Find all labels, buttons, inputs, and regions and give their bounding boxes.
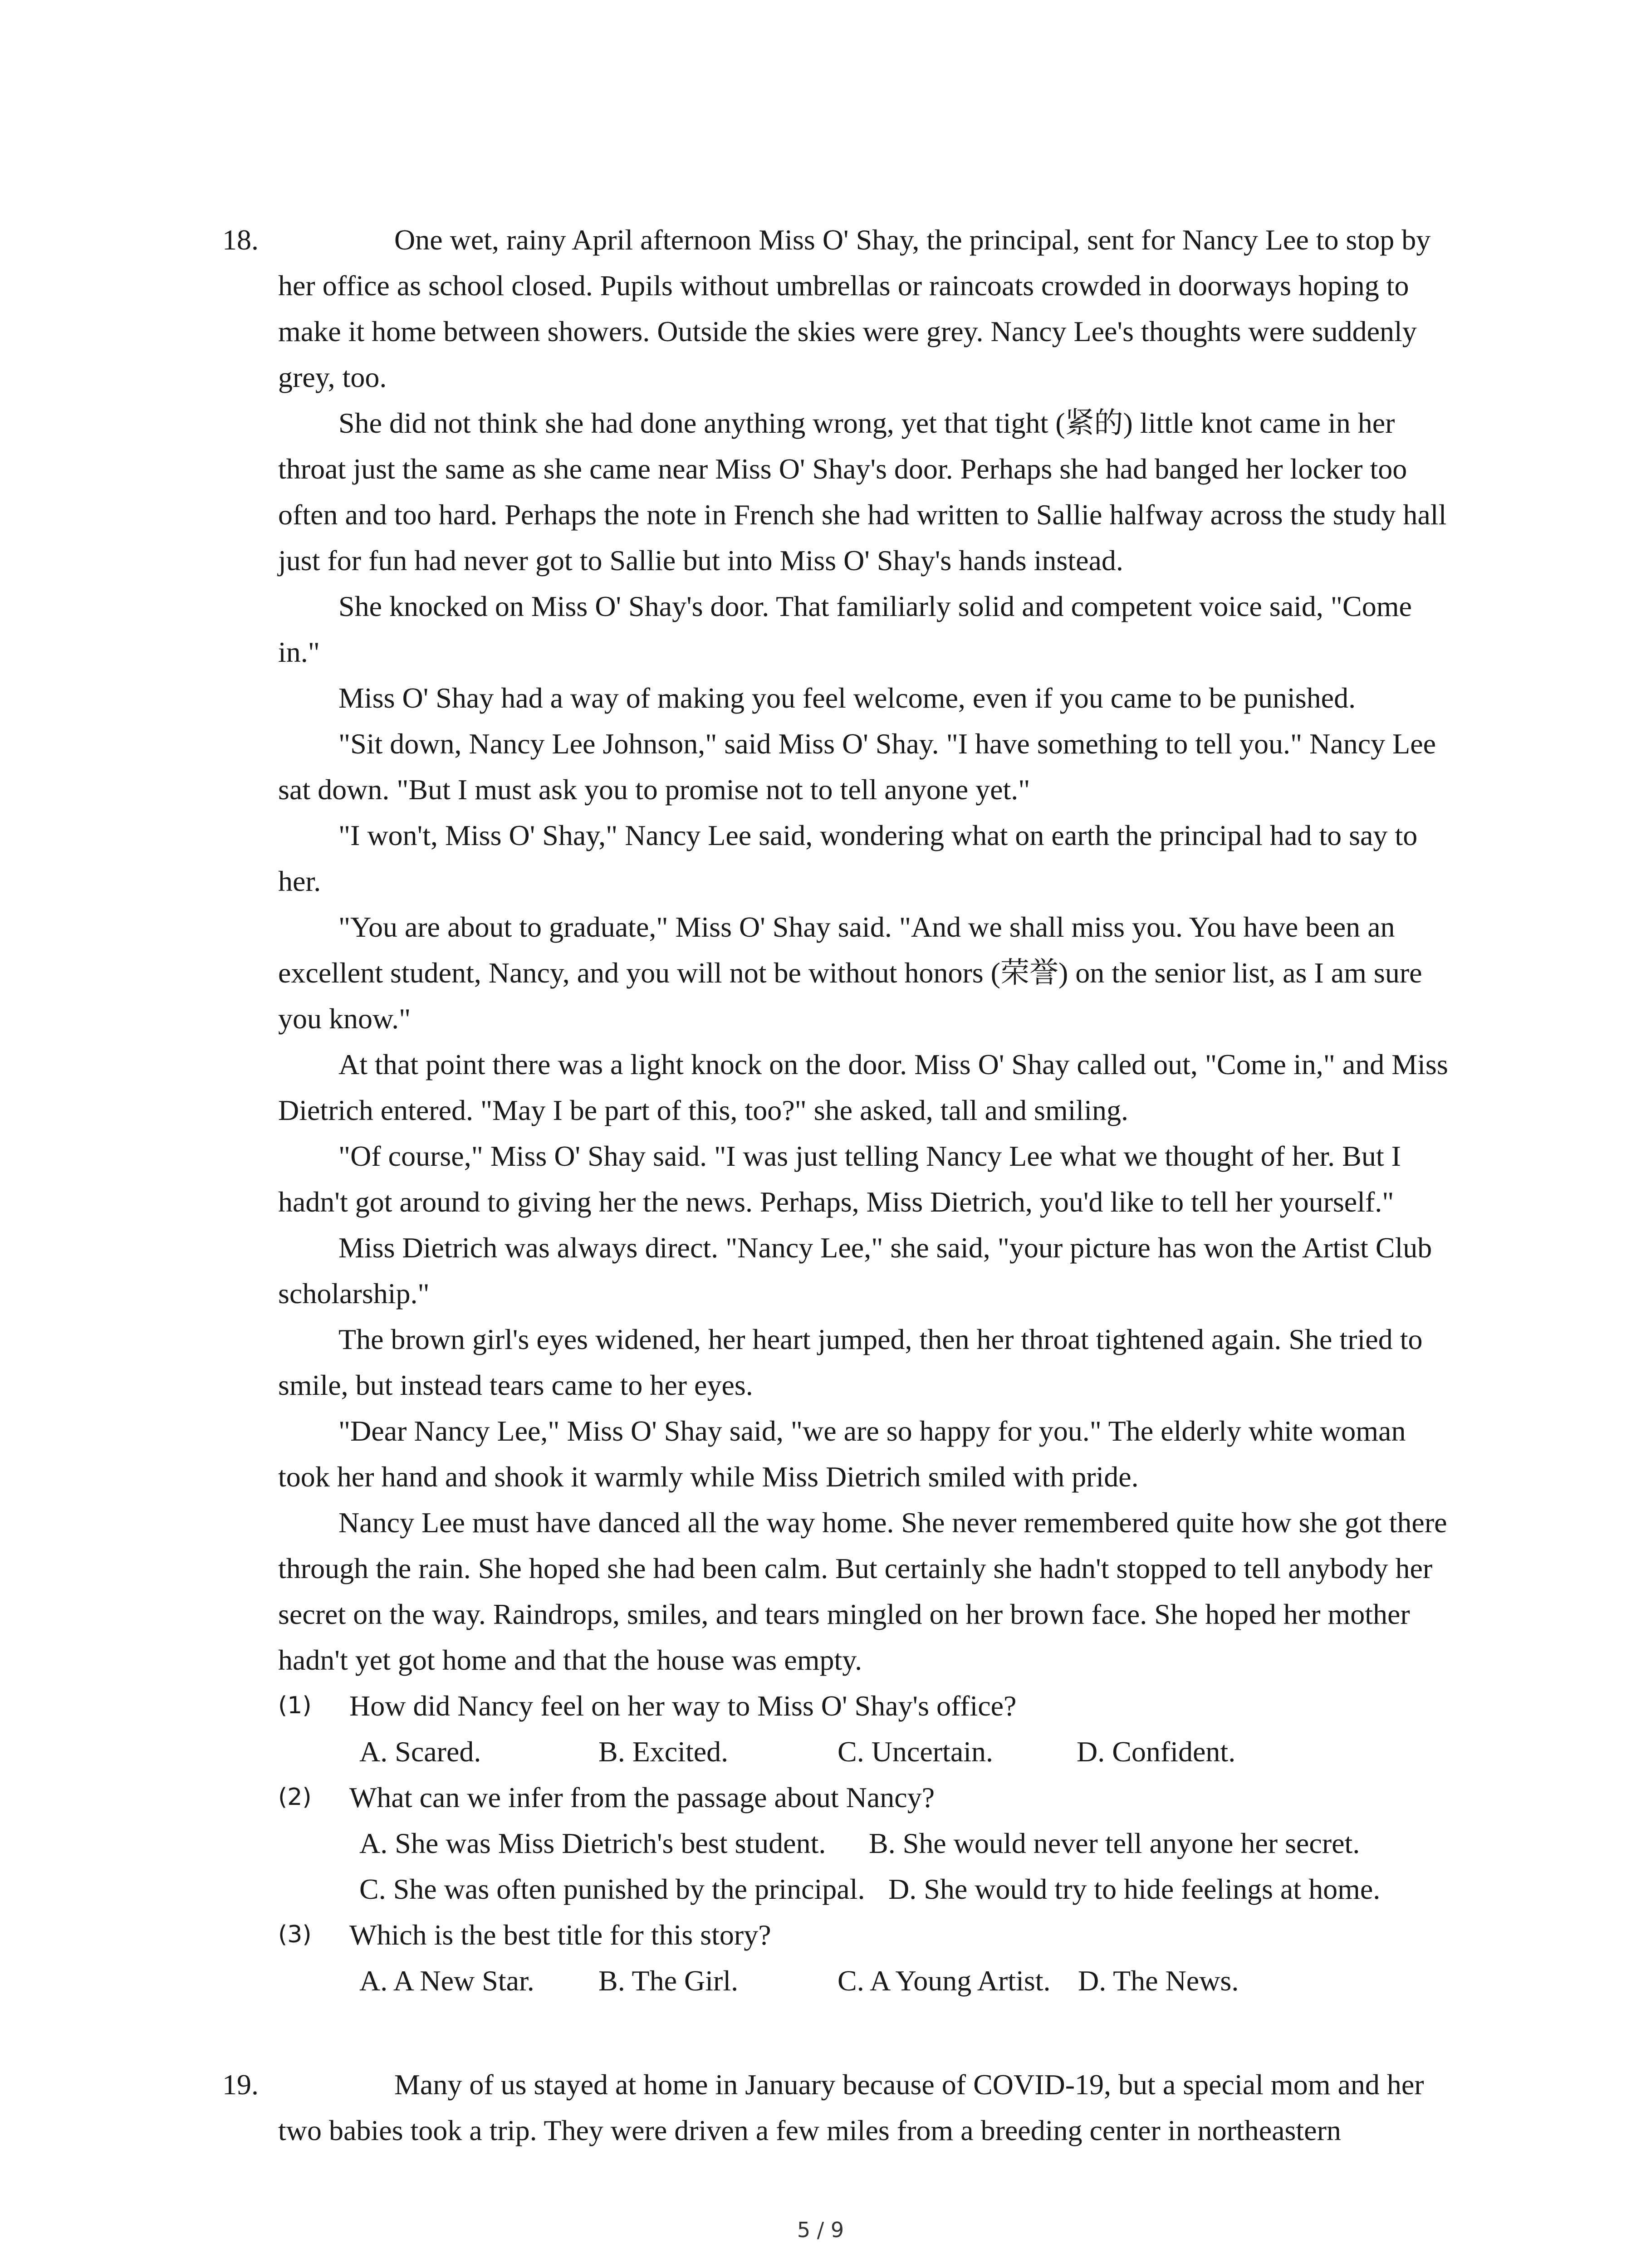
passage-paragraph-1: One wet, rainy April afternoon Miss O' Shay, the principal, sent for Nancy Lee to stop by her office as school closed. Pupils without umbrellas or raincoats crowded in doorways hoping to make it home between showers. Outside the skies were grey. Nancy Lee's thoughts were suddenly grey, too. — [278, 224, 1431, 393]
passage-paragraph-7: "You are about to graduate," Miss O' Shay said. "And we shall miss you. You have been an excellent student, Nancy, and you will not be without honors (荣誉) on the senior list, as I am sure you know." — [278, 911, 1422, 1035]
option-d: D. She would try to hide feelings at home. — [888, 1873, 1381, 1905]
passage-paragraph-9: "Of course," Miss O' Shay said. "I was just telling Nancy Lee what we thought of her. But I hadn't got around to giving her the news. Perhaps, Miss Dietrich, you'd like to tell her yourself." — [278, 1140, 1401, 1218]
passage-paragraph-5: "Sit down, Nancy Lee Johnson," said Miss O' Shay. "I have something to tell you." Nancy Lee sat down. "But I must ask you to promise not to tell anyone yet." — [278, 728, 1436, 806]
passage-paragraph-11: The brown girl's eyes widened, her heart jumped, then her throat tightened again. She tried to smile, but instead tears came to her eyes. — [278, 1323, 1423, 1401]
option-c: C. A Young Artist. — [838, 1965, 1051, 1997]
options-row-2b — [222, 1866, 1456, 1912]
passage-paragraph-1: Many of us stayed at home in January because of COVID-19, but a special mom and her two babies took a trip. They were driven a few miles from a breeding center in northeastern — [278, 2068, 1424, 2146]
option-a: A. A New Star. — [359, 1965, 534, 1997]
question-18 — [222, 217, 1456, 2004]
question-number: 19. — [222, 2068, 259, 2101]
option-b: B. The Girl. — [598, 1965, 739, 1997]
option-c: C. She was often punished by the principal. — [359, 1873, 865, 1905]
options-row-3 — [222, 1958, 1456, 2004]
passage-paragraph-12: "Dear Nancy Lee," Miss O' Shay said, "we are so happy for you." The elderly white woman took her hand and shook it warmly while Miss Dietrich smiled with pride. — [278, 1415, 1406, 1493]
sub-question-text: What can we infer from the passage about Nancy? — [349, 1781, 935, 1813]
option-d: D. The News. — [1078, 1965, 1239, 1997]
sub-question-number: (1) — [278, 1692, 312, 1719]
options-row-2a — [222, 1820, 1456, 1866]
page-number: 5 / 9 — [797, 2218, 844, 2242]
question-number: 18. — [222, 224, 259, 256]
options-row-1 — [222, 1729, 1456, 1774]
passage-paragraph-10: Miss Dietrich was always direct. "Nancy Lee," she said, "your picture has won the Artist Club scholarship." — [278, 1232, 1432, 1310]
sub-question-number: (2) — [278, 1784, 312, 1811]
option-b: B. She would never tell anyone her secret. — [869, 1827, 1360, 1859]
sub-question-number: (3) — [278, 1921, 312, 1948]
option-a: A. Scared. — [359, 1735, 481, 1768]
passage-paragraph-3: She knocked on Miss O' Shay's door. That familiarly solid and competent voice said, "Come in." — [278, 590, 1412, 668]
sub-question-3 — [222, 1912, 1456, 1958]
passage-paragraph-8: At that point there was a light knock on the door. Miss O' Shay called out, "Come in," and Miss Dietrich entered. "May I be part of this, too?" she asked, tall and smiling. — [278, 1048, 1448, 1126]
option-c: C. Uncertain. — [838, 1735, 993, 1768]
passage-paragraph-4: Miss O' Shay had a way of making you feel welcome, even if you came to be punished. — [338, 682, 1356, 714]
sub-question-text: Which is the best title for this story? — [349, 1919, 771, 1951]
option-b: B. Excited. — [598, 1735, 729, 1768]
sub-question-2 — [222, 1774, 1456, 1820]
option-a: A. She was Miss Dietrich's best student. — [359, 1827, 826, 1859]
option-d: D. Confident. — [1077, 1735, 1236, 1768]
passage-paragraph-6: "I won't, Miss O' Shay," Nancy Lee said, wondering what on earth the principal had to say to her. — [278, 819, 1418, 897]
question-19 — [222, 2062, 1456, 2153]
passage-paragraph-13: Nancy Lee must have danced all the way home. She never remembered quite how she got there through the rain. She hoped she had been calm. But certainly she hadn't stopped to tell anybody her secret on the way. Raindrops, smiles, and tears mingled on her brown face. She hoped her mother hadn't yet got home and that the house was empty. — [278, 1506, 1447, 1676]
passage-paragraph-2: She did not think she had done anything wrong, yet that tight (紧的) little knot came in her throat just the same as she came near Miss O' Shay's door. Perhaps she had banged her locker too often and too hard. Perhaps the note in French she had written to Sallie halfway across the study hall just for fun had never got to Sallie but into Miss O' Shay's hands instead. — [278, 407, 1447, 577]
sub-question-text: How did Nancy feel on her way to Miss O' Shay's office? — [349, 1690, 1017, 1722]
sub-question-1 — [222, 1683, 1456, 1729]
